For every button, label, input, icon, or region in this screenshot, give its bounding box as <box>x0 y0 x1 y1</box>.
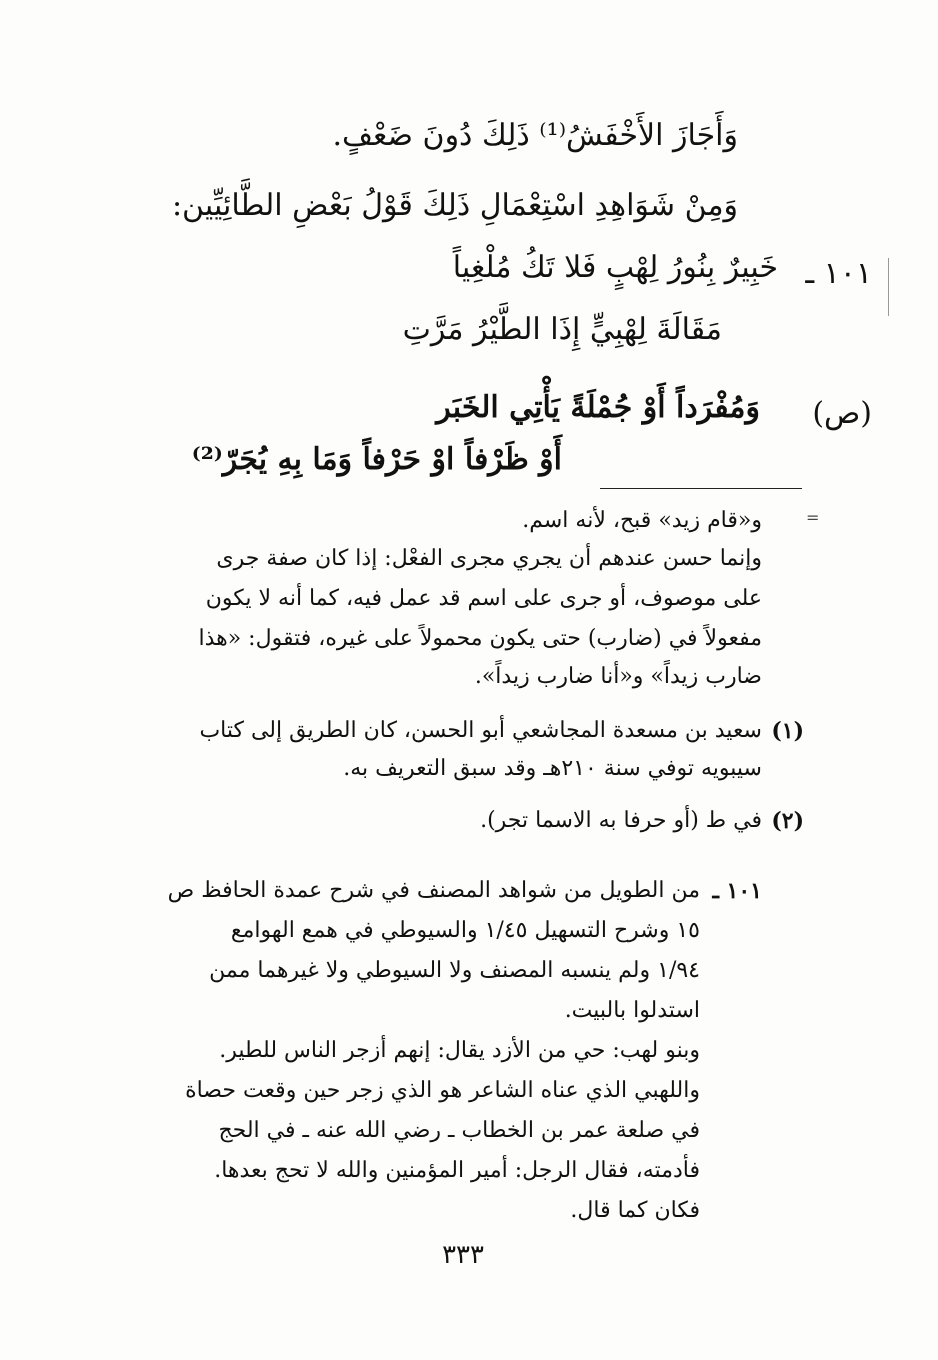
main-text-line-1: وَأَجَازَ الأَخْفَشُ⁽¹⁾ ذَلِكَ دُونَ ضَعْفٍ. <box>332 118 738 153</box>
footnote-2-line-1: في ط (أو حرفا به الاسما تجر). <box>480 808 762 833</box>
note-101-line-9: فكان كما قال. <box>570 1198 700 1223</box>
commentary-line-5: ضارب زيداً» و«أنا ضارب زيداً». <box>474 664 762 689</box>
poem-hemistich-2: مَقَالَةَ لِهْبِيٍّ إِذَا الطَّيْرُ مَرَّتِ <box>402 312 722 347</box>
commentary-line-4: مفعولاً في (ضارب) حتى يكون محمولاً على غيره، فتقول: «هذا <box>198 626 762 651</box>
note-101-line-4: استدلوا بالبيت. <box>564 998 700 1023</box>
page-number: ٣٣٣ <box>442 1240 484 1270</box>
footnote-separator <box>600 488 802 489</box>
note-101-line-8: فأدمته، فقال الرجل: أمير المؤمنين والله لا تحج بعدها. <box>214 1158 700 1183</box>
note-101-line-6: واللهبي الذي عناه الشاعر هو الذي زجر حين وقعت حصاة <box>185 1078 700 1103</box>
note-101-line-3: ١/٩٤ ولم ينسبه المصنف ولا السيوطي ولا غيرهما ممن <box>209 958 700 983</box>
poem-hemistich-1: خَبِيرٌ بِنُورُ لِهْبٍ فَلا تَكُ مُلْغِياً <box>452 250 778 285</box>
footnote-1-line-2: سيبويه توفي سنة ٢١٠هـ وقد سبق التعريف به. <box>343 756 762 781</box>
note-101-line-5: وبنو لهب: حي من الأزد يقال: إنهم أزجر الناس للطير. <box>219 1038 700 1063</box>
footnote-1-marker: (١) <box>771 718 804 744</box>
note-101-marker: ١٠١ ـ <box>712 878 762 904</box>
footnote-1-line-1: سعيد بن مسعدة المجاشعي أبو الحسن، كان الطريق إلى كتاب <box>199 718 762 743</box>
commentary-line-1: و«قام زيد» قبح، لأنه اسم. <box>522 508 762 533</box>
main-text-line-2: وَمِنْ شَوَاهِدِ اسْتِعْمَالِ ذَلِكَ قَوْلُ بَعْضِ الطَّائِيِّين: <box>171 188 738 223</box>
footnote-2-marker: (٢) <box>771 808 804 834</box>
margin-bar <box>888 258 889 316</box>
poem-number: ١٠١ ـ <box>805 256 872 291</box>
note-101-line-2: ١٥ وشرح التسهيل ١/٤٥ والسيوطي في همع الهوامع <box>230 918 700 943</box>
note-101-line-7: في صلعة عمر بن الخطاب ـ رضي الله عنه ـ في الحج <box>218 1118 700 1143</box>
verse-line-2: أَوْ ظَرْفاً اوْ حَرْفاً وَمَا بِهِ يُجَرّ⁽²⁾ <box>191 442 562 477</box>
note-101-line-1: من الطويل من شواهد المصنف في شرح عمدة الحافظ ص <box>167 878 700 903</box>
commentary-line-2: وإنما حسن عندهم أن يجري مجرى الفعْل: إذا كان صفة جرى <box>216 546 762 571</box>
continuation-mark: = <box>806 508 820 527</box>
verse-label: (ص) <box>812 396 872 431</box>
commentary-line-3: على موصوف، أو جرى على اسم قد عمل فيه، كما أنه لا يكون <box>205 586 762 611</box>
verse-line-1: وَمُفْرَداً أَوْ جُمْلَةً يَأْتِي الخَبَر <box>436 390 760 425</box>
